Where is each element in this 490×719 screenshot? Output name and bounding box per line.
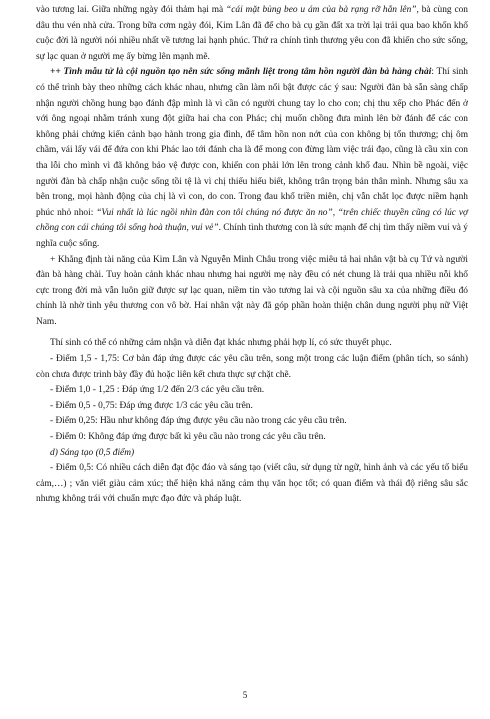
paragraph-note: Thí sinh có thể có những cảm nhận và diễn đạt khác nhưng phải hợp lí, có sức thuyết phục. <box>50 338 392 349</box>
criterion-item: - Điểm 0,25: Hầu như không đáp ứng được yêu cầu nào trong các yêu cầu trên. <box>50 416 347 427</box>
criterion-item: - Điểm 1,0 - 1,25 : Đáp ứng 1/2 đến 2/3 các yêu cầu trên. <box>50 385 265 396</box>
creativity-heading: d) Sáng tạo (0,5 điểm) <box>50 447 135 458</box>
section-subheading: ++ Tình mẫu tử là cội nguồn tạo nên sức sống mãnh liệt trong tâm hồn người đàn bà hàng chài <box>50 67 432 78</box>
text-run: , bà cùng con dâu thu vén nhà cửa. Trong bữa cơm ngày đói, Kim Lân đã để cho bà cụ gần đất xa trời lại trải qua bao khốn khổ cuộc đời là người nói nhiều nhất về tương lai hạnh phúc. Thứ ra chính tình thương yêu con đã khiến cho sức sống, sự lạc quan ở người mẹ ấy bừng lên mạnh mẽ. <box>36 5 468 62</box>
criterion-item: - Điểm 1,5 - 1,75: Cơ bản đáp ứng được các yêu cầu trên, song một trong các luận điểm (phân tích, so sánh) còn chưa được trình bày đầy đủ hoặc liên kết chưa thực sự chặt chẽ. <box>36 354 468 380</box>
quote-italic: “Vui nhất là lúc ngồi nhìn đàn con tôi chúng nó được ăn no”, “trên chiếc thuyền cũng có lúc vợ chồng con cái chúng tôi sống hoà thuận, vui vẻ” <box>36 207 469 234</box>
paragraph-ba-cu-tu <box>36 3 468 65</box>
page-number: 5 <box>242 690 248 700</box>
text-run: : Thí sinh có thể trình bày theo những cách khác nhau, nhưng cần làm nổi bật được các ý sau: Người đàn bà sẵn sàng chấp nhận người chồng hung bạo đánh đập mình là vì cần có người chung tay lo cho con; chị thu xếp cho Phác đến ở với ông ngoại nhằm tránh xung đột giữa hai cha con Phác; chị muốn chồng đưa mình lên bờ đánh để các con không phải chứng kiến cảnh bạo hành trong gia đình, để tâm hồn non nớt của con không bị tổn thương; chị ôm chầm, vái lấy vái để đứa con khi Phác lao tới đánh cha là để mong con đừng làm việc trái đạo, cũng là cầu xin con tha lỗi cho mình vì đã không bảo vệ được con, khiến con phải lớn lên trong cảnh khổ đau. Nhìn bề ngoài, việc người đàn bà chấp nhận cuộc sống tồi tệ là vì chị thiếu hiểu biết, không trân trọng bản thân mình. Nhưng sâu xa bên trong, mọi hành động của chị là vì con, do con. Trong đau khổ triền miên, chị vẫn chắt lọc được niềm hạnh phúc nhỏ nhoi: <box>36 67 468 218</box>
text-run: vào tương lai. Giữa những ngày đói thảm hại mà <box>36 5 227 15</box>
criterion-item: - Điểm 0,5 - 0,75: Đáp ứng được 1/3 các yêu cầu trên. <box>50 400 253 411</box>
quote-italic: “cái mặt bủng beo u ám của bà rạng rỡ hẳn lên” <box>226 5 417 15</box>
creativity-text: - Điểm 0,5: Có nhiều cách diễn đạt độc đáo và sáng tạo (viết câu, sử dụng từ ngữ, hình ảnh và các yếu tố biểu cảm,…) ; văn viết giàu cảm xúc; thể hiện khả năng cảm thụ văn học tốt; có quan điểm và thái độ riêng sâu sắc nhưng không trái với chuẩn mực đạo đức và pháp luật. <box>36 463 468 505</box>
text-run: . Chính tình thương con là sức mạnh để chị tìm thấy niềm vui và ý nghĩa cuộc sống. <box>36 223 468 249</box>
paragraph-khang-dinh: + Khẳng định tài năng của Kim Lân và Nguyễn Minh Châu trong việc miêu tả hai nhân vật bà cụ Tứ và người đàn bà hàng chài. Tuy hoàn cảnh khác nhau nhưng hai người mẹ này đều có nét chung là trải qua nhiều nỗi khổ cực trong đời mà vẫn luôn giữ được sự lạc quan, niềm tin vào tương lai và cội nguồn sâu xa của những điều đó chính là nhờ tình yêu thương con vô bờ. Hai nhân vật này đã góp phần hoàn thiện chân dung người phụ nữ Việt Nam. <box>36 254 468 327</box>
paragraph-nguoi-dan-ba-hang-chai <box>36 65 468 252</box>
criterion-item: - Điểm 0: Không đáp ứng được bất kì yêu cầu nào trong các yêu cầu trên. <box>50 432 326 443</box>
